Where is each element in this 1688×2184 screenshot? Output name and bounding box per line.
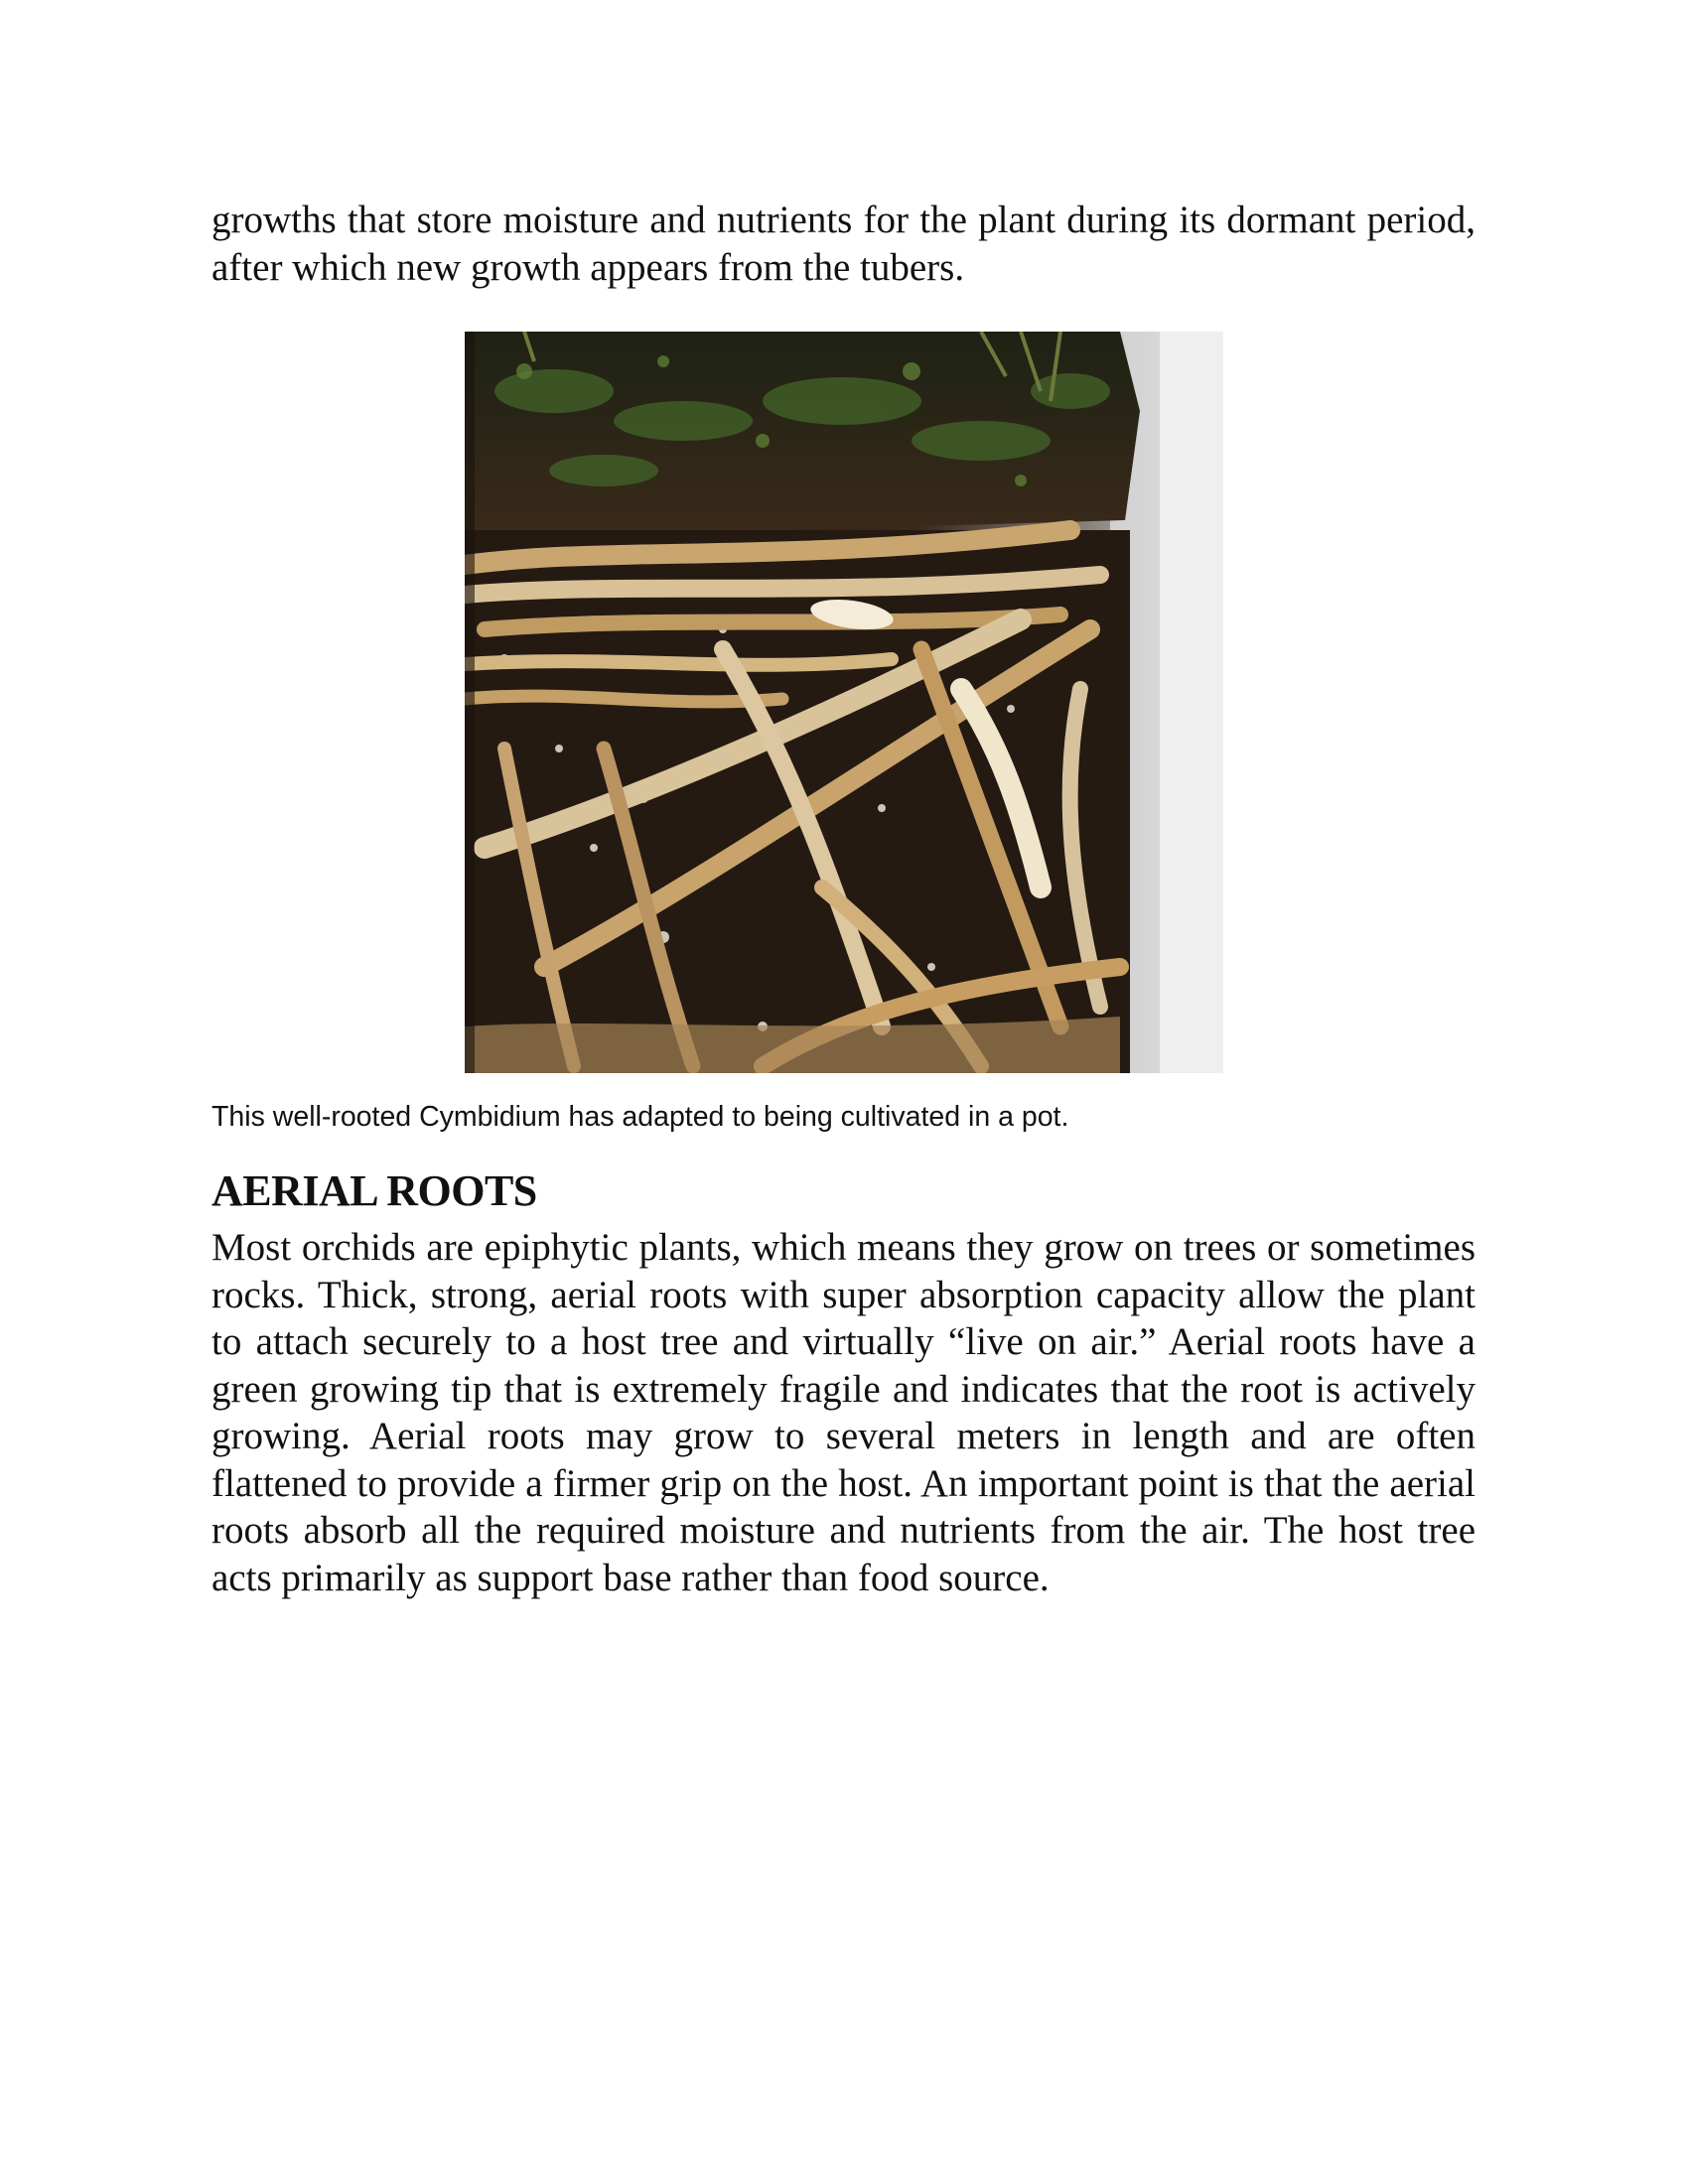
intro-paragraph: growths that store moisture and nutrients for the plant during its dormant period, after which new growth appears from the tubers.	[211, 199, 1476, 289]
aerial-roots-paragraph: Most orchids are epiphytic plants, which means they grow on trees or sometimes rocks. Thick, strong, aerial roots with super absorption capacity allow the plant to attach securely to a host tree and virtually “live on air.” Aerial roots have a green growing tip that is extremely fragile and indicates that the root is actively growing. Aerial roots may grow to several meters in length and are often flattened to provide a firmer grip on the host. An important point is that the aerial roots absorb all the required moisture and nutrients from the air. The host tree acts primarily as support base rather than food source.	[211, 1226, 1476, 1599]
root-ball-illustration	[465, 332, 1223, 1073]
cymbidium-root-photo	[465, 332, 1223, 1073]
section-heading: AERIAL ROOTS	[211, 1166, 537, 1215]
figure-caption: This well-rooted Cymbidium has adapted to being cultivated in a pot.	[211, 1101, 1069, 1133]
